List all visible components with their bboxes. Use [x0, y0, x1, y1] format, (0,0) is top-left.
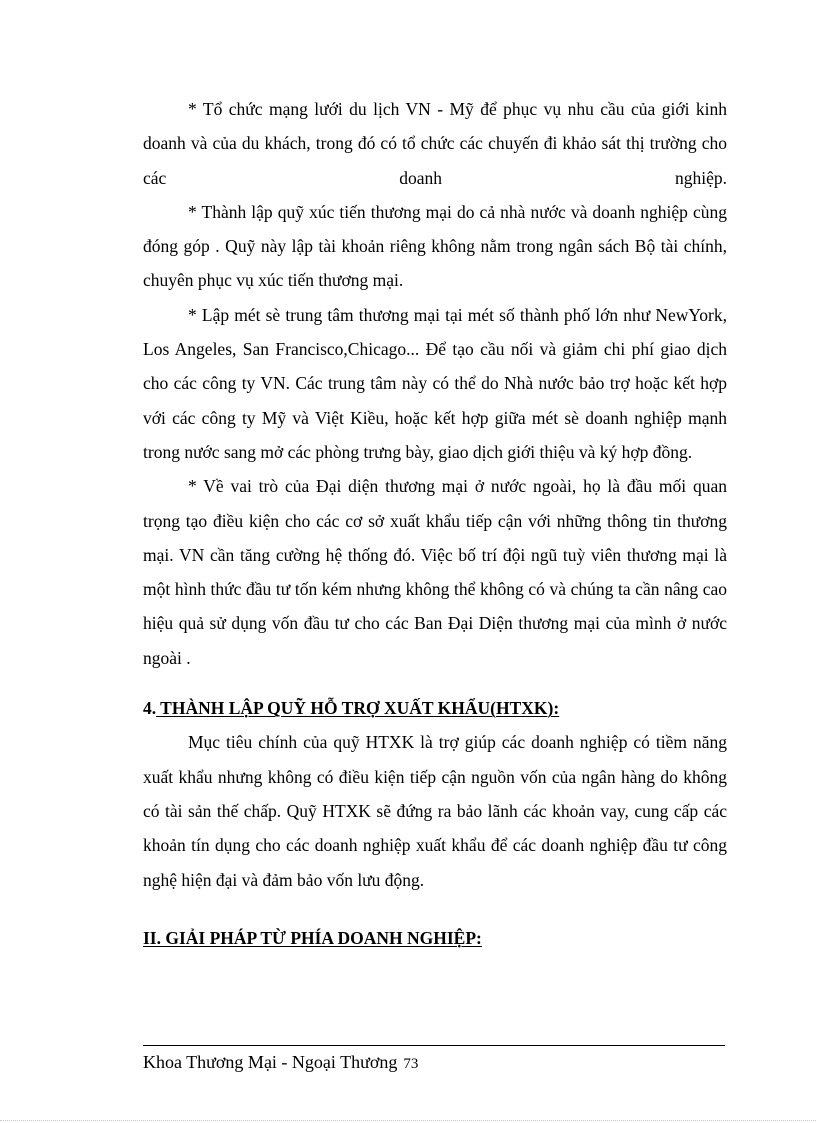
- footer-divider: [143, 1045, 725, 1046]
- document-body: [143, 92, 727, 955]
- paragraph-trade-promotion-fund: * Thành lập quỹ xúc tiến thương mại do cả nhà nước và doanh nghiệp cùng đóng góp . Quỹ này lập tài khoản riêng không nằm trong ngân sách Bộ tài chính, chuyên phục vụ xúc tiến thương mại.: [143, 201, 727, 291]
- section-title: THÀNH LẬP QUỸ HỖ TRỢ XUẤT KHẨU(HTXK):: [156, 698, 560, 719]
- page-footer: [143, 1049, 418, 1077]
- part-heading-enterprise-solutions: II. GIẢI PHÁP TỪ PHÍA DOANH NGHIỆP:: [143, 927, 482, 948]
- section-heading-export-support-fund: [143, 691, 727, 725]
- paragraph-trade-representatives: * Về vai trò của Đại diện thương mại ở nước ngoài, họ là đầu mối quan trọng tạo điều kiện cho các cơ sở xuất khẩu tiếp cận với những thông tin thương mại. VN cần tăng cường hệ thống đó. Việc bố trí đội ngũ tuỳ viên thương mại là một hình thức đầu tư tốn kém nhưng không thể không có và chúng ta cần nâng cao hiệu quả sử dụng vốn đầu tư cho các Ban Đại Diện thương mại của mình ở nước ngoài .: [143, 476, 727, 668]
- paragraph-trade-centers: * Lập mét sè trung tâm thương mại tại mét số thành phố lớn như NewYork, Los Angeles, San Francisco,Chicago... Để tạo cầu nối và giảm chi phí giao dịch cho các công ty VN. Các trung tâm này có thể do Nhà nước bảo trợ hoặc kết hợp với các công ty Mỹ và Việt Kiều, hoặc kết hợp giữa mét sè doanh nghiệp mạnh trong nước sang mở các phòng trưng bày, giao dịch giới thiệu và ký hợp đồng.: [143, 304, 727, 462]
- paragraph-fund-objective: Mục tiêu chính của quỹ HTXK là trợ giúp các doanh nghiệp có tiềm năng xuất khẩu nhưng không có điều kiện tiếp cận nguồn vốn của ngân hàng do không có tài sản thế chấp. Quỹ HTXK sẽ đứng ra bảo lãnh các khoản vay, cung cấp các khoản tín dụng cho các doanh nghiệp xuất khẩu để các doanh nghiệp đầu tư công nghệ hiện đại và đảm bảo vốn lưu động.: [143, 732, 727, 890]
- paragraph-travel-network: * Tổ chức mạng lưới du lịch VN - Mỹ để phục vụ nhu cầu của giới kinh doanh và của du khách, trong đó có tổ chức các chuyến đi khảo sát thị trường cho các doanh nghiệp.: [143, 99, 727, 188]
- footer-department-label: Khoa Thương Mại - Ngoại Thương: [143, 1052, 398, 1072]
- page-number: 73: [403, 1056, 419, 1072]
- section-number: 4.: [143, 698, 157, 719]
- page-bottom-edge: [0, 1120, 816, 1121]
